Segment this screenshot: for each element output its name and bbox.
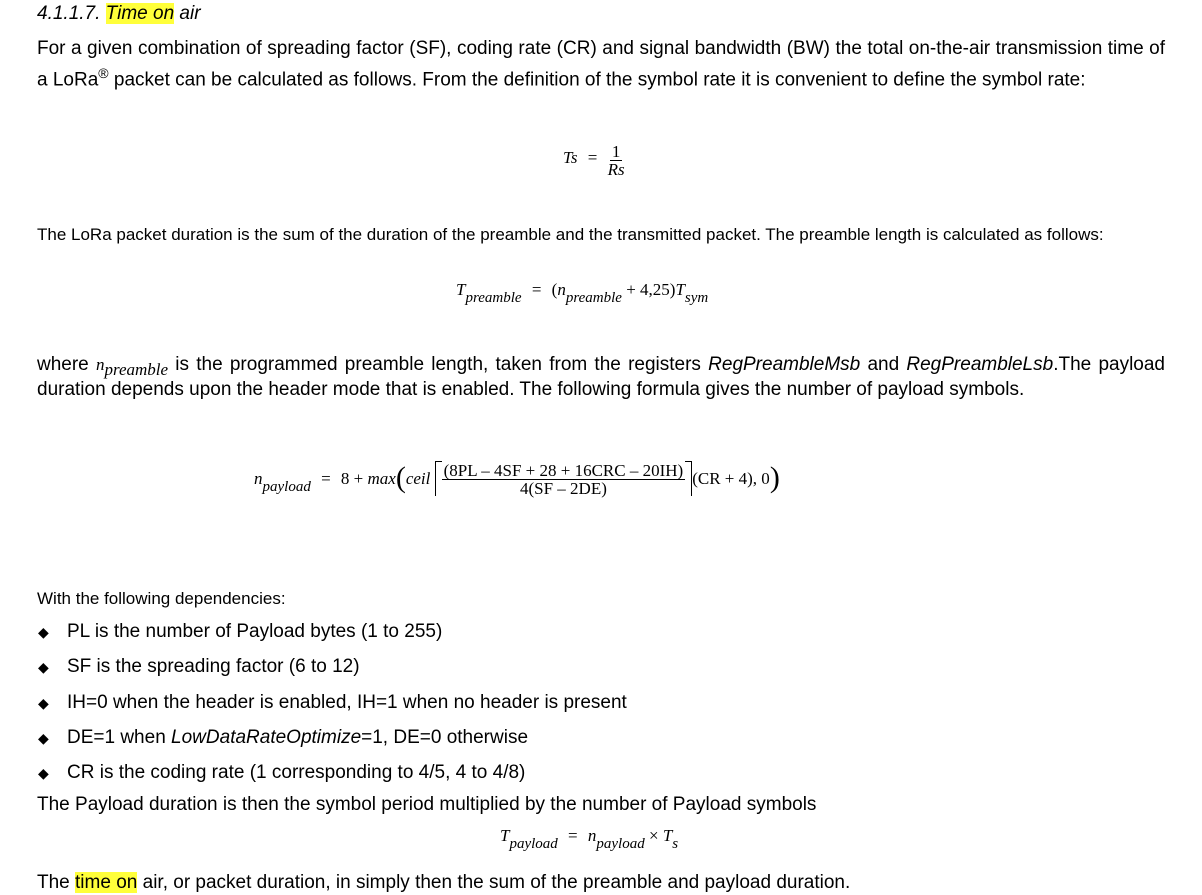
where-n: n xyxy=(95,355,105,374)
final-paragraph xyxy=(37,870,1165,895)
bullet-icon: ◆ xyxy=(38,730,49,746)
eq-ts-numerator: 1 xyxy=(611,142,621,161)
eq-pay-paren-open: ( xyxy=(395,461,406,494)
where-rest: .The payload duration depends upon the header mode that is enabled. The following formula gives the number of payload symbols. xyxy=(37,354,1166,400)
bullet-icon: ◆ xyxy=(38,659,49,675)
eq-pay-fraction xyxy=(442,462,686,498)
bullet-cr xyxy=(38,762,525,784)
eq-tp-lhs-sub: payload xyxy=(509,836,558,852)
bullet-de xyxy=(38,727,528,749)
bullet-text: PL is the number of Payload bytes (1 to 255) xyxy=(67,621,443,642)
eq-pre-open: ( xyxy=(551,280,558,299)
bullet-icon: ◆ xyxy=(38,765,49,781)
eq-ts-denominator: Rs xyxy=(607,160,625,179)
bullet-text: SF is the spreading factor (6 to 12) xyxy=(67,656,360,677)
eq-pay-eight: 8 + xyxy=(340,469,364,488)
intro-text-1: For a given combination of spreading factor (SF), coding rate (CR) and signal bandwidth (BW) the total on-the-air transmission time of a LoRa xyxy=(37,38,1165,91)
equation-ts xyxy=(563,143,625,179)
where-reg-msb: RegPreambleMsb xyxy=(708,354,861,375)
eq-pay-equals: = xyxy=(321,469,331,488)
registered-mark: ® xyxy=(98,65,109,81)
packet-paragraph: The LoRa packet duration is the sum of the duration of the preamble and the transmitted packet. The preamble length is calculated as follows: xyxy=(37,225,1104,244)
where-n-sub: preamble xyxy=(104,360,169,379)
eq-tp-lhs: T xyxy=(500,826,510,845)
eq-pay-denominator: 4(SF – 2DE) xyxy=(519,479,607,499)
bullet-sf xyxy=(38,656,360,678)
where-mid: is the programmed preamble length, taken from the registers xyxy=(168,354,709,375)
final-text-2: air, or packet duration, in simply then the sum of the preamble and payload duration. xyxy=(137,872,851,893)
where-paragraph xyxy=(37,352,1165,402)
where-reg-lsb: RegPreambleLsb xyxy=(906,354,1054,375)
intro-text-2: packet can be calculated as follows. From the definition of the symbol rate it is convenient to define the symbol rate: xyxy=(108,69,1086,91)
equation-payload-duration xyxy=(500,826,678,853)
eq-pay-paren-close: ) xyxy=(769,461,780,494)
where-text: where xyxy=(37,354,96,375)
eq-pay-lhs-sub: payload xyxy=(262,479,311,495)
eq-tp-n: n xyxy=(587,826,597,845)
dependencies-title: With the following dependencies: xyxy=(37,589,286,608)
eq-pay-tail: (CR + 4), 0 xyxy=(692,469,770,488)
eq-pre-n-sub: preamble xyxy=(565,290,622,306)
bullet-icon: ◆ xyxy=(38,695,49,711)
bullet-text-post: =1, DE=0 otherwise xyxy=(361,727,529,748)
eq-pay-ceil-bracket-right xyxy=(685,461,692,496)
final-highlight: time on xyxy=(75,872,138,893)
heading-highlight: Time on xyxy=(105,3,175,24)
bullet-text: IH=0 when the header is enabled, IH=1 when no header is present xyxy=(67,692,627,713)
section-number: 4.1.1.7. xyxy=(37,3,101,24)
eq-pre-t: T xyxy=(675,280,685,299)
eq-pay-max: max xyxy=(367,469,396,488)
bullet-pl xyxy=(38,621,442,643)
bullet-text-pre: DE=1 when xyxy=(67,727,172,748)
eq-pre-plus: + 4,25) xyxy=(626,280,676,299)
final-text-1: The xyxy=(37,872,76,893)
eq-pay-ceil-bracket-left xyxy=(435,461,442,496)
bullet-text-em: LowDataRateOptimize xyxy=(171,727,362,748)
heading-rest: air xyxy=(179,3,201,24)
eq-tp-t-sub: s xyxy=(672,836,679,852)
equation-preamble xyxy=(456,280,708,307)
eq-tp-t: T xyxy=(662,826,673,845)
eq-tp-times: × xyxy=(648,826,659,845)
bullet-icon: ◆ xyxy=(38,624,49,640)
eq-pre-n: n xyxy=(557,280,566,299)
eq-tp-n-sub: payload xyxy=(596,836,645,852)
eq-pay-numerator: (8PL – 4SF + 28 + 16CRC – 20IH) xyxy=(443,461,684,481)
equation-payload-symbols xyxy=(254,458,780,498)
eq-tp-equals: = xyxy=(568,826,578,845)
intro-paragraph xyxy=(37,36,1165,92)
payload-paragraph: The Payload duration is then the symbol period multiplied by the number of Payload symbols xyxy=(37,794,817,815)
bullet-text: CR is the coding rate (1 corresponding to 4/5, 4 to 4/8) xyxy=(67,762,526,783)
where-and: and xyxy=(860,354,907,375)
eq-ts-lhs: Ts xyxy=(563,147,578,167)
eq-pay-lhs: n xyxy=(254,469,263,488)
eq-pre-lhs-sub: preamble xyxy=(465,290,522,306)
eq-ts-fraction xyxy=(608,143,625,179)
section-heading xyxy=(37,3,201,25)
eq-pay-ceil: ceil xyxy=(405,469,431,488)
eq-ts-equals: = xyxy=(587,147,598,167)
eq-pre-t-sub: sym xyxy=(684,290,709,306)
bullet-ih xyxy=(38,692,627,714)
eq-pre-equals: = xyxy=(531,280,542,299)
eq-pre-lhs: T xyxy=(456,280,466,299)
